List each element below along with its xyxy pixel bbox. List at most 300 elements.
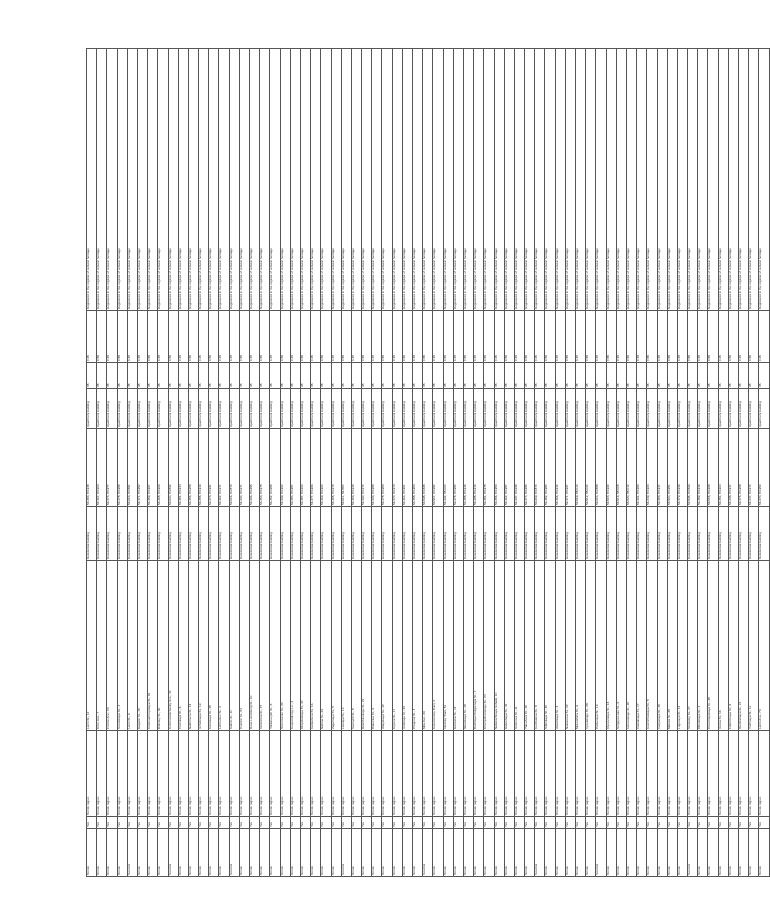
flag-cell: Yes xyxy=(382,817,392,829)
type-cell: Residential building xyxy=(300,507,310,561)
category-cell: Apartment building xyxy=(239,389,249,429)
status-cell: Registered in the register of cultural heritage xyxy=(341,49,351,311)
city-cell: Tomsk xyxy=(280,829,290,877)
region-cell: Tomsk region xyxy=(321,731,331,817)
coords-cell: 56.512, 85.020 xyxy=(586,429,596,507)
coords-cell: 56.484, 84.948 xyxy=(87,429,97,507)
type-cell: Residential building xyxy=(107,507,117,561)
city-cell: Tomsk xyxy=(97,829,107,877)
ratio-cell: 0.45 xyxy=(87,311,97,363)
status-cell: Registered in the register of cultural heritage xyxy=(453,49,463,311)
count-cell: 35 xyxy=(311,363,321,389)
table-row xyxy=(260,49,270,877)
count-cell: 35 xyxy=(474,363,484,389)
status-cell: Registered in the register of cultural heritage xyxy=(474,49,484,311)
type-cell: Residential building xyxy=(423,507,433,561)
city-cell: Tomsk xyxy=(413,829,423,877)
coords-cell: 56.458, 84.953 xyxy=(413,429,423,507)
table-row xyxy=(239,49,249,877)
count-cell: 35 xyxy=(647,363,657,389)
table-row xyxy=(127,49,137,877)
status-cell: Registered in the register of cultural heritage xyxy=(362,49,372,311)
region-cell: Tomsk region xyxy=(423,731,433,817)
city-cell: Tomsk xyxy=(626,829,636,877)
flag-cell: Yes xyxy=(178,817,188,829)
type-cell: Residential building xyxy=(433,507,443,561)
category-cell: Apartment building xyxy=(260,389,270,429)
ratio-cell: 0.45 xyxy=(759,311,769,363)
flag-cell: Yes xyxy=(97,817,107,829)
category-cell: Apartment building xyxy=(443,389,453,429)
type-cell: Residential building xyxy=(382,507,392,561)
address-cell: Nikitina St., 29 xyxy=(321,561,331,731)
table-row xyxy=(178,49,188,877)
category-cell: Apartment building xyxy=(708,389,718,429)
type-cell: Residential building xyxy=(555,507,565,561)
type-cell: Residential building xyxy=(474,507,484,561)
type-cell: Residential building xyxy=(229,507,239,561)
count-cell: 35 xyxy=(127,363,137,389)
type-cell: Residential building xyxy=(178,507,188,561)
ratio-cell: 0.55 xyxy=(382,311,392,363)
city-cell: Tomsk xyxy=(209,829,219,877)
status-cell: Registered in the register of cultural heritage xyxy=(270,49,280,311)
category-cell: Apartment building xyxy=(637,389,647,429)
count-cell: 35 xyxy=(117,363,127,389)
coords-cell: 56.474, 84.986 xyxy=(525,429,535,507)
category-cell: Apartment building xyxy=(97,389,107,429)
table-row xyxy=(443,49,453,877)
flag-cell: Yes xyxy=(474,817,484,829)
address-cell: Lenin Ave., 73 xyxy=(759,561,769,731)
status-cell: Registered in the register of cultural heritage xyxy=(718,49,728,311)
region-cell: Tomsk region xyxy=(199,731,209,817)
flag-cell: Yes xyxy=(260,817,270,829)
table-row xyxy=(148,49,158,877)
status-cell: Registered in the register of cultural heritage xyxy=(677,49,687,311)
table-row xyxy=(494,49,504,877)
ratio-cell: 0.45 xyxy=(372,311,382,363)
status-cell: Registered in the register of cultural heritage xyxy=(688,49,698,311)
region-cell: Tomsk region xyxy=(708,731,718,817)
region-cell: Tomsk region xyxy=(270,731,280,817)
ratio-cell: 0.55 xyxy=(463,311,473,363)
status-cell: Registered in the register of cultural heritage xyxy=(647,49,657,311)
flag-cell: Yes xyxy=(362,817,372,829)
category-cell: Apartment building xyxy=(280,389,290,429)
coords-cell: 56.462, 84.987 xyxy=(504,429,514,507)
city-cell: Tomsk xyxy=(555,829,565,877)
count-cell: 35 xyxy=(576,363,586,389)
address-cell: Naberezhnaya Ushaiki, 10 xyxy=(494,561,504,731)
region-cell: Tomsk region xyxy=(300,731,310,817)
category-cell: Apartment building xyxy=(148,389,158,429)
count-cell: 35 xyxy=(107,363,117,389)
table-row xyxy=(229,49,239,877)
region-cell: Tomsk region xyxy=(311,731,321,817)
address-cell: Pirogova St., 4 xyxy=(413,561,423,731)
table-row xyxy=(382,49,392,877)
flag-cell: Yes xyxy=(107,817,117,829)
count-cell: 35 xyxy=(586,363,596,389)
type-cell: Residential building xyxy=(484,507,494,561)
flag-cell: Yes xyxy=(718,817,728,829)
address-cell: Oktyabrskaya St., 37 xyxy=(300,561,310,731)
region-cell: Tomsk region xyxy=(657,731,667,817)
category-cell: Apartment building xyxy=(311,389,321,429)
coords-cell: 56.464, 84.961 xyxy=(402,429,412,507)
city-cell: Tomsk xyxy=(616,829,626,877)
address-cell: Kosmicheskaya St., 5 xyxy=(647,561,657,731)
category-cell: Apartment building xyxy=(698,389,708,429)
type-cell: Residential building xyxy=(127,507,137,561)
city-cell: Tomsk xyxy=(260,829,270,877)
table-row xyxy=(545,49,555,877)
status-cell: Registered in the register of cultural heritage xyxy=(698,49,708,311)
region-cell: Tomsk region xyxy=(463,731,473,817)
city-cell: Tomsk xyxy=(728,829,738,877)
flag-cell: Yes xyxy=(616,817,626,829)
status-cell: Registered in the register of cultural heritage xyxy=(576,49,586,311)
flag-cell: Yes xyxy=(596,817,606,829)
category-cell: Apartment building xyxy=(463,389,473,429)
city-cell: Seversk xyxy=(229,829,239,877)
count-cell: 35 xyxy=(718,363,728,389)
table-row xyxy=(137,49,147,877)
table-row xyxy=(484,49,494,877)
count-cell: 35 xyxy=(321,363,331,389)
coords-cell: 56.470, 84.950 xyxy=(759,429,769,507)
address-cell: Belinsky St., 30 xyxy=(158,561,168,731)
ratio-cell: 0.55 xyxy=(300,311,310,363)
address-cell: Rosa Luxemburg St., 10 xyxy=(250,561,260,731)
status-cell: Registered in the register of cultural heritage xyxy=(728,49,738,311)
city-cell: Tomsk xyxy=(677,829,687,877)
count-cell: 35 xyxy=(606,363,616,389)
address-cell: Frunze Ave., 23 xyxy=(107,561,117,731)
region-cell: Tomsk region xyxy=(209,731,219,817)
status-cell: Registered in the register of cultural heritage xyxy=(127,49,137,311)
region-cell: Tomsk region xyxy=(739,731,749,817)
table-row xyxy=(117,49,127,877)
region-cell: Tomsk region xyxy=(647,731,657,817)
category-cell: Apartment building xyxy=(688,389,698,429)
ratio-cell: 0.55 xyxy=(504,311,514,363)
table-row xyxy=(402,49,412,877)
city-cell: Tomsk xyxy=(576,829,586,877)
category-cell: Apartment building xyxy=(453,389,463,429)
type-cell: Residential building xyxy=(270,507,280,561)
coords-cell: 56.611, 84.884 xyxy=(341,429,351,507)
type-cell: Residential building xyxy=(280,507,290,561)
region-cell: Tomsk region xyxy=(535,731,545,817)
category-cell: Apartment building xyxy=(188,389,198,429)
count-cell: 35 xyxy=(137,363,147,389)
city-cell: Tomsk xyxy=(759,829,769,877)
status-cell: Registered in the register of cultural heritage xyxy=(117,49,127,311)
address-cell: Shevchenko St., 20 xyxy=(280,561,290,731)
flag-cell: Yes xyxy=(545,817,555,829)
type-cell: Residential building xyxy=(504,507,514,561)
ratio-cell: 0.55 xyxy=(280,311,290,363)
region-cell: Tomsk region xyxy=(178,731,188,817)
region-cell: Tomsk region xyxy=(667,731,677,817)
ratio-cell: 0.55 xyxy=(209,311,219,363)
city-cell: Tomsk xyxy=(565,829,575,877)
table-row xyxy=(606,49,616,877)
address-cell: Kartashova St., 16 xyxy=(311,561,321,731)
table-row xyxy=(453,49,463,877)
count-cell: 35 xyxy=(280,363,290,389)
region-cell: Tomsk region xyxy=(127,731,137,817)
region-cell: Tomsk region xyxy=(290,731,300,817)
address-cell: Ivanovskogo St., 20 xyxy=(626,561,636,731)
address-cell: Irkutskiy Tract, 51 xyxy=(443,561,453,731)
ratio-cell: 0.55 xyxy=(239,311,249,363)
count-cell: 35 xyxy=(87,363,97,389)
coords-cell: 56.462, 84.971 xyxy=(219,429,229,507)
city-cell: Tomsk xyxy=(637,829,647,877)
city-cell: Tomsk xyxy=(250,829,260,877)
city-cell: Tomsk xyxy=(178,829,188,877)
flag-cell: Yes xyxy=(270,817,280,829)
flag-cell: Yes xyxy=(626,817,636,829)
type-cell: Residential building xyxy=(453,507,463,561)
flag-cell: Yes xyxy=(280,817,290,829)
status-cell: Registered in the register of cultural heritage xyxy=(484,49,494,311)
type-cell: Residential building xyxy=(728,507,738,561)
flag-cell: Yes xyxy=(331,817,341,829)
count-cell: 35 xyxy=(728,363,738,389)
coords-cell: 56.487, 84.962 xyxy=(300,429,310,507)
count-cell: 35 xyxy=(688,363,698,389)
flag-cell: Yes xyxy=(688,817,698,829)
category-cell: Apartment building xyxy=(362,389,372,429)
flag-cell: Yes xyxy=(586,817,596,829)
count-cell: 35 xyxy=(97,363,107,389)
table-row xyxy=(474,49,484,877)
ratio-cell: 0.55 xyxy=(688,311,698,363)
status-cell: Registered in the register of cultural heritage xyxy=(443,49,453,311)
category-cell: Apartment building xyxy=(168,389,178,429)
city-cell: Tomsk xyxy=(270,829,280,877)
type-cell: Residential building xyxy=(311,507,321,561)
coords-cell: 56.473, 84.991 xyxy=(209,429,219,507)
flag-cell: Yes xyxy=(555,817,565,829)
count-cell: 35 xyxy=(362,363,372,389)
coords-cell: 56.520, 85.012 xyxy=(626,429,636,507)
flag-cell: Yes xyxy=(423,817,433,829)
count-cell: 35 xyxy=(484,363,494,389)
count-cell: 35 xyxy=(341,363,351,389)
ratio-cell: 0.45 xyxy=(433,311,443,363)
category-cell: Apartment building xyxy=(402,389,412,429)
ratio-cell: 0.45 xyxy=(137,311,147,363)
table-row xyxy=(525,49,535,877)
city-cell: Tomsk xyxy=(372,829,382,877)
category-cell: Apartment building xyxy=(321,389,331,429)
status-cell: Registered in the register of cultural heritage xyxy=(280,49,290,311)
coords-cell: 56.509, 85.010 xyxy=(576,429,586,507)
table-row xyxy=(637,49,647,877)
count-cell: 35 xyxy=(331,363,341,389)
type-cell: Residential building xyxy=(647,507,657,561)
ratio-cell: 0.55 xyxy=(545,311,555,363)
status-cell: Registered in the register of cultural heritage xyxy=(382,49,392,311)
type-cell: Residential building xyxy=(331,507,341,561)
status-cell: Registered in the register of cultural heritage xyxy=(260,49,270,311)
city-cell: Tomsk xyxy=(708,829,718,877)
category-cell: Apartment building xyxy=(555,389,565,429)
table-row xyxy=(616,49,626,877)
address-cell: Krylova St., 17 xyxy=(392,561,402,731)
flag-cell: Yes xyxy=(127,817,137,829)
address-cell: Yakovleva St., 15 xyxy=(525,561,535,731)
coords-cell: 56.455, 84.949 xyxy=(199,429,209,507)
flag-cell: Yes xyxy=(351,817,361,829)
flag-cell: Yes xyxy=(188,817,198,829)
flag-cell: Yes xyxy=(698,817,708,829)
table-row xyxy=(311,49,321,877)
ratio-cell: 0.55 xyxy=(708,311,718,363)
region-cell: Tomsk region xyxy=(148,731,158,817)
status-cell: Registered in the register of cultural heritage xyxy=(188,49,198,311)
table-row xyxy=(423,49,433,877)
count-cell: 35 xyxy=(413,363,423,389)
count-cell: 35 xyxy=(759,363,769,389)
city-cell: Seversk xyxy=(168,829,178,877)
ratio-cell: 0.55 xyxy=(341,311,351,363)
address-cell: Aleutskaya St., 3 xyxy=(555,561,565,731)
flag-cell: Yes xyxy=(158,817,168,829)
city-cell: Tomsk xyxy=(392,829,402,877)
status-cell: Registered in the register of cultural heritage xyxy=(616,49,626,311)
coords-cell: 56.474, 84.977 xyxy=(107,429,117,507)
coords-cell: 56.606, 84.876 xyxy=(229,429,239,507)
type-cell: Residential building xyxy=(362,507,372,561)
flag-cell: Yes xyxy=(728,817,738,829)
ratio-cell: 0.45 xyxy=(178,311,188,363)
count-cell: 35 xyxy=(392,363,402,389)
coords-cell: 56.503, 84.990 xyxy=(606,429,616,507)
table-row xyxy=(87,49,97,877)
type-cell: Residential building xyxy=(677,507,687,561)
coords-cell: 56.486, 84.953 xyxy=(494,429,504,507)
city-cell: Tomsk xyxy=(443,829,453,877)
address-cell: Lesnaya St., 14 xyxy=(341,561,351,731)
type-cell: Residential building xyxy=(565,507,575,561)
region-cell: Tomsk region xyxy=(616,731,626,817)
status-cell: Registered in the register of cultural heritage xyxy=(331,49,341,311)
count-cell: 35 xyxy=(525,363,535,389)
ratio-cell: 0.45 xyxy=(596,311,606,363)
status-cell: Registered in the register of cultural heritage xyxy=(178,49,188,311)
ratio-cell: 0.55 xyxy=(321,311,331,363)
category-cell: Apartment building xyxy=(586,389,596,429)
flag-cell: Yes xyxy=(219,817,229,829)
status-cell: Registered in the register of cultural heritage xyxy=(535,49,545,311)
flag-cell: Yes xyxy=(484,817,494,829)
ratio-cell: 0.55 xyxy=(728,311,738,363)
ratio-cell: 0.45 xyxy=(474,311,484,363)
type-cell: Residential building xyxy=(239,507,249,561)
type-cell: Residential building xyxy=(372,507,382,561)
coords-cell: 56.451, 84.964 xyxy=(718,429,728,507)
region-cell: Tomsk region xyxy=(188,731,198,817)
type-cell: Residential building xyxy=(514,507,524,561)
coords-cell: 56.466, 84.940 xyxy=(555,429,565,507)
table-row xyxy=(290,49,300,877)
table-row xyxy=(463,49,473,877)
category-cell: Apartment building xyxy=(596,389,606,429)
ratio-cell: 0.45 xyxy=(392,311,402,363)
address-cell: Savinykh St., 8 xyxy=(351,561,361,731)
category-cell: Apartment building xyxy=(647,389,657,429)
flag-cell: Yes xyxy=(341,817,351,829)
type-cell: Residential building xyxy=(97,507,107,561)
coords-cell: 56.496, 84.955 xyxy=(250,429,260,507)
city-cell: Tomsk xyxy=(586,829,596,877)
city-cell: Tomsk xyxy=(667,829,677,877)
coords-cell: 56.488, 84.946 xyxy=(463,429,473,507)
table-row xyxy=(413,49,423,877)
region-cell: Tomsk region xyxy=(117,731,127,817)
ratio-cell: 0.45 xyxy=(199,311,209,363)
ratio-cell: 0.55 xyxy=(117,311,127,363)
status-cell: Registered in the register of cultural heritage xyxy=(107,49,117,311)
category-cell: Apartment building xyxy=(178,389,188,429)
category-cell: Apartment building xyxy=(626,389,636,429)
ratio-cell: 0.55 xyxy=(647,311,657,363)
city-cell: Tomsk xyxy=(545,829,555,877)
status-cell: Registered in the register of cultural heritage xyxy=(300,49,310,311)
category-cell: Apartment building xyxy=(107,389,117,429)
region-cell: Tomsk region xyxy=(107,731,117,817)
address-cell: Uchebnaya St., 19 xyxy=(199,561,209,731)
coords-cell: 56.482, 84.980 xyxy=(545,429,555,507)
category-cell: Apartment building xyxy=(728,389,738,429)
flag-cell: Yes xyxy=(749,817,759,829)
region-cell: Tomsk region xyxy=(728,731,738,817)
status-cell: Registered in the register of cultural heritage xyxy=(148,49,158,311)
ratio-cell: 0.55 xyxy=(626,311,636,363)
flag-cell: Yes xyxy=(657,817,667,829)
region-cell: Tomsk region xyxy=(168,731,178,817)
count-cell: 35 xyxy=(545,363,555,389)
coords-cell: 56.604, 84.888 xyxy=(596,429,606,507)
region-cell: Tomsk region xyxy=(351,731,361,817)
ratio-cell: 0.45 xyxy=(270,311,280,363)
count-cell: 35 xyxy=(667,363,677,389)
region-cell: Tomsk region xyxy=(698,731,708,817)
city-cell: Tomsk xyxy=(433,829,443,877)
coords-cell: 56.453, 84.975 xyxy=(260,429,270,507)
table-row xyxy=(586,49,596,877)
city-cell: Tomsk xyxy=(137,829,147,877)
count-cell: 35 xyxy=(677,363,687,389)
address-cell: Marksa St., 25 xyxy=(667,561,677,731)
city-cell: Seversk xyxy=(423,829,433,877)
ratio-cell: 0.55 xyxy=(484,311,494,363)
flag-cell: Yes xyxy=(321,817,331,829)
region-cell: Tomsk region xyxy=(677,731,687,817)
region-cell: Tomsk region xyxy=(626,731,636,817)
city-cell: Seversk xyxy=(127,829,137,877)
region-cell: Tomsk region xyxy=(331,731,341,817)
status-cell: Registered in the register of cultural heritage xyxy=(494,49,504,311)
ratio-cell: 0.45 xyxy=(637,311,647,363)
flag-cell: Yes xyxy=(117,817,127,829)
